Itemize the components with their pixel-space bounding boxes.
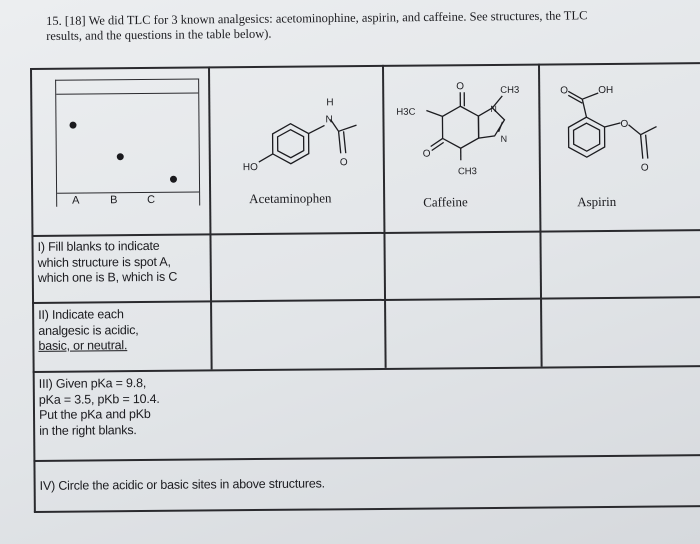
lane-label-b: B — [110, 194, 118, 207]
question-line-1: 15. [18] We did TLC for 3 known analgesics: acetominophine, aspirin, and caffeine. See structures, the TLC — [46, 8, 588, 28]
table-border-left — [30, 68, 35, 512]
tlc-plate — [55, 79, 200, 207]
table-rule-4 — [33, 454, 700, 461]
acetaminophen-h-label: H — [326, 97, 334, 109]
table-border-bottom — [34, 505, 700, 512]
caffeine-ch3-bottom-label: CH3 — [457, 166, 477, 178]
row-1-prompt — [38, 239, 178, 287]
aspirin-o-carbonyl-label: O — [560, 85, 569, 97]
row-4-prompt — [40, 476, 325, 494]
compound-name-aspirin: Aspirin — [577, 193, 617, 210]
lane-label-a: A — [72, 194, 80, 207]
row-3-line-3: Put the pKa and pKb — [38, 406, 151, 422]
row-3-line-2: pKa = 3.5, pKb = 10.4. — [38, 391, 160, 407]
acetaminophen-o-label: O — [339, 157, 348, 169]
acetaminophen-structure — [218, 85, 379, 196]
column-rule-1 — [208, 66, 212, 369]
column-rule-2 — [382, 65, 386, 368]
row-1-line-3: which one is B, which is C — [37, 269, 178, 285]
spot-b — [117, 153, 124, 160]
compound-name-caffeine: Caffeine — [423, 194, 468, 210]
lane-label-c: C — [147, 193, 156, 206]
compound-name-acetaminophen: Acetaminophen — [249, 190, 332, 207]
table-rule-3 — [33, 365, 700, 372]
spot-a — [69, 122, 76, 129]
caffeine-o-bottom-label: O — [422, 148, 431, 160]
solvent-front-line — [56, 93, 198, 96]
caffeine-structure — [390, 78, 536, 189]
column-rule-3 — [538, 64, 542, 367]
acetaminophen-n-label: N — [325, 114, 333, 126]
table-rule-1 — [31, 229, 700, 236]
table-rule-2 — [32, 296, 700, 303]
aspirin-oh-label: OH — [598, 84, 614, 97]
row-1-line-1: I) Fill blanks to indicate — [37, 238, 160, 254]
row-4-line-1: IV) Circle the acidic or basic sites in above structures. — [39, 476, 325, 493]
spot-c — [170, 176, 177, 183]
aspirin-o-acetyl-label: O — [640, 162, 649, 174]
question-line-2: results, and the questions in the table below). — [46, 26, 272, 43]
caffeine-n7-label: N — [490, 103, 497, 114]
tlc-table — [30, 62, 700, 512]
row-3-prompt — [39, 376, 160, 439]
caffeine-h3c-label: H3C — [396, 106, 416, 118]
table-border-top — [30, 62, 700, 69]
aspirin-structure — [548, 76, 697, 187]
row-3-line-4: in the right blanks. — [39, 422, 137, 438]
row-2-line-3: basic, or neutral. — [38, 338, 128, 353]
aspirin-o-ester-label: O — [620, 118, 629, 130]
caffeine-n9-label: N — [500, 133, 508, 144]
row-2-prompt — [38, 307, 139, 354]
caffeine-o-top-label: O — [456, 81, 465, 93]
row-2-line-1: II) Indicate each — [38, 307, 124, 322]
row-2-line-2: analgesic is acidic, — [38, 322, 139, 338]
question-text — [46, 7, 686, 44]
acetaminophen-ho-label: HO — [242, 162, 258, 174]
row-1-line-2: which structure is spot A, — [37, 254, 171, 270]
caffeine-ch3-top-label: CH3 — [500, 84, 520, 96]
row-3-line-1: III) Given pKa = 9.8, — [38, 375, 147, 391]
